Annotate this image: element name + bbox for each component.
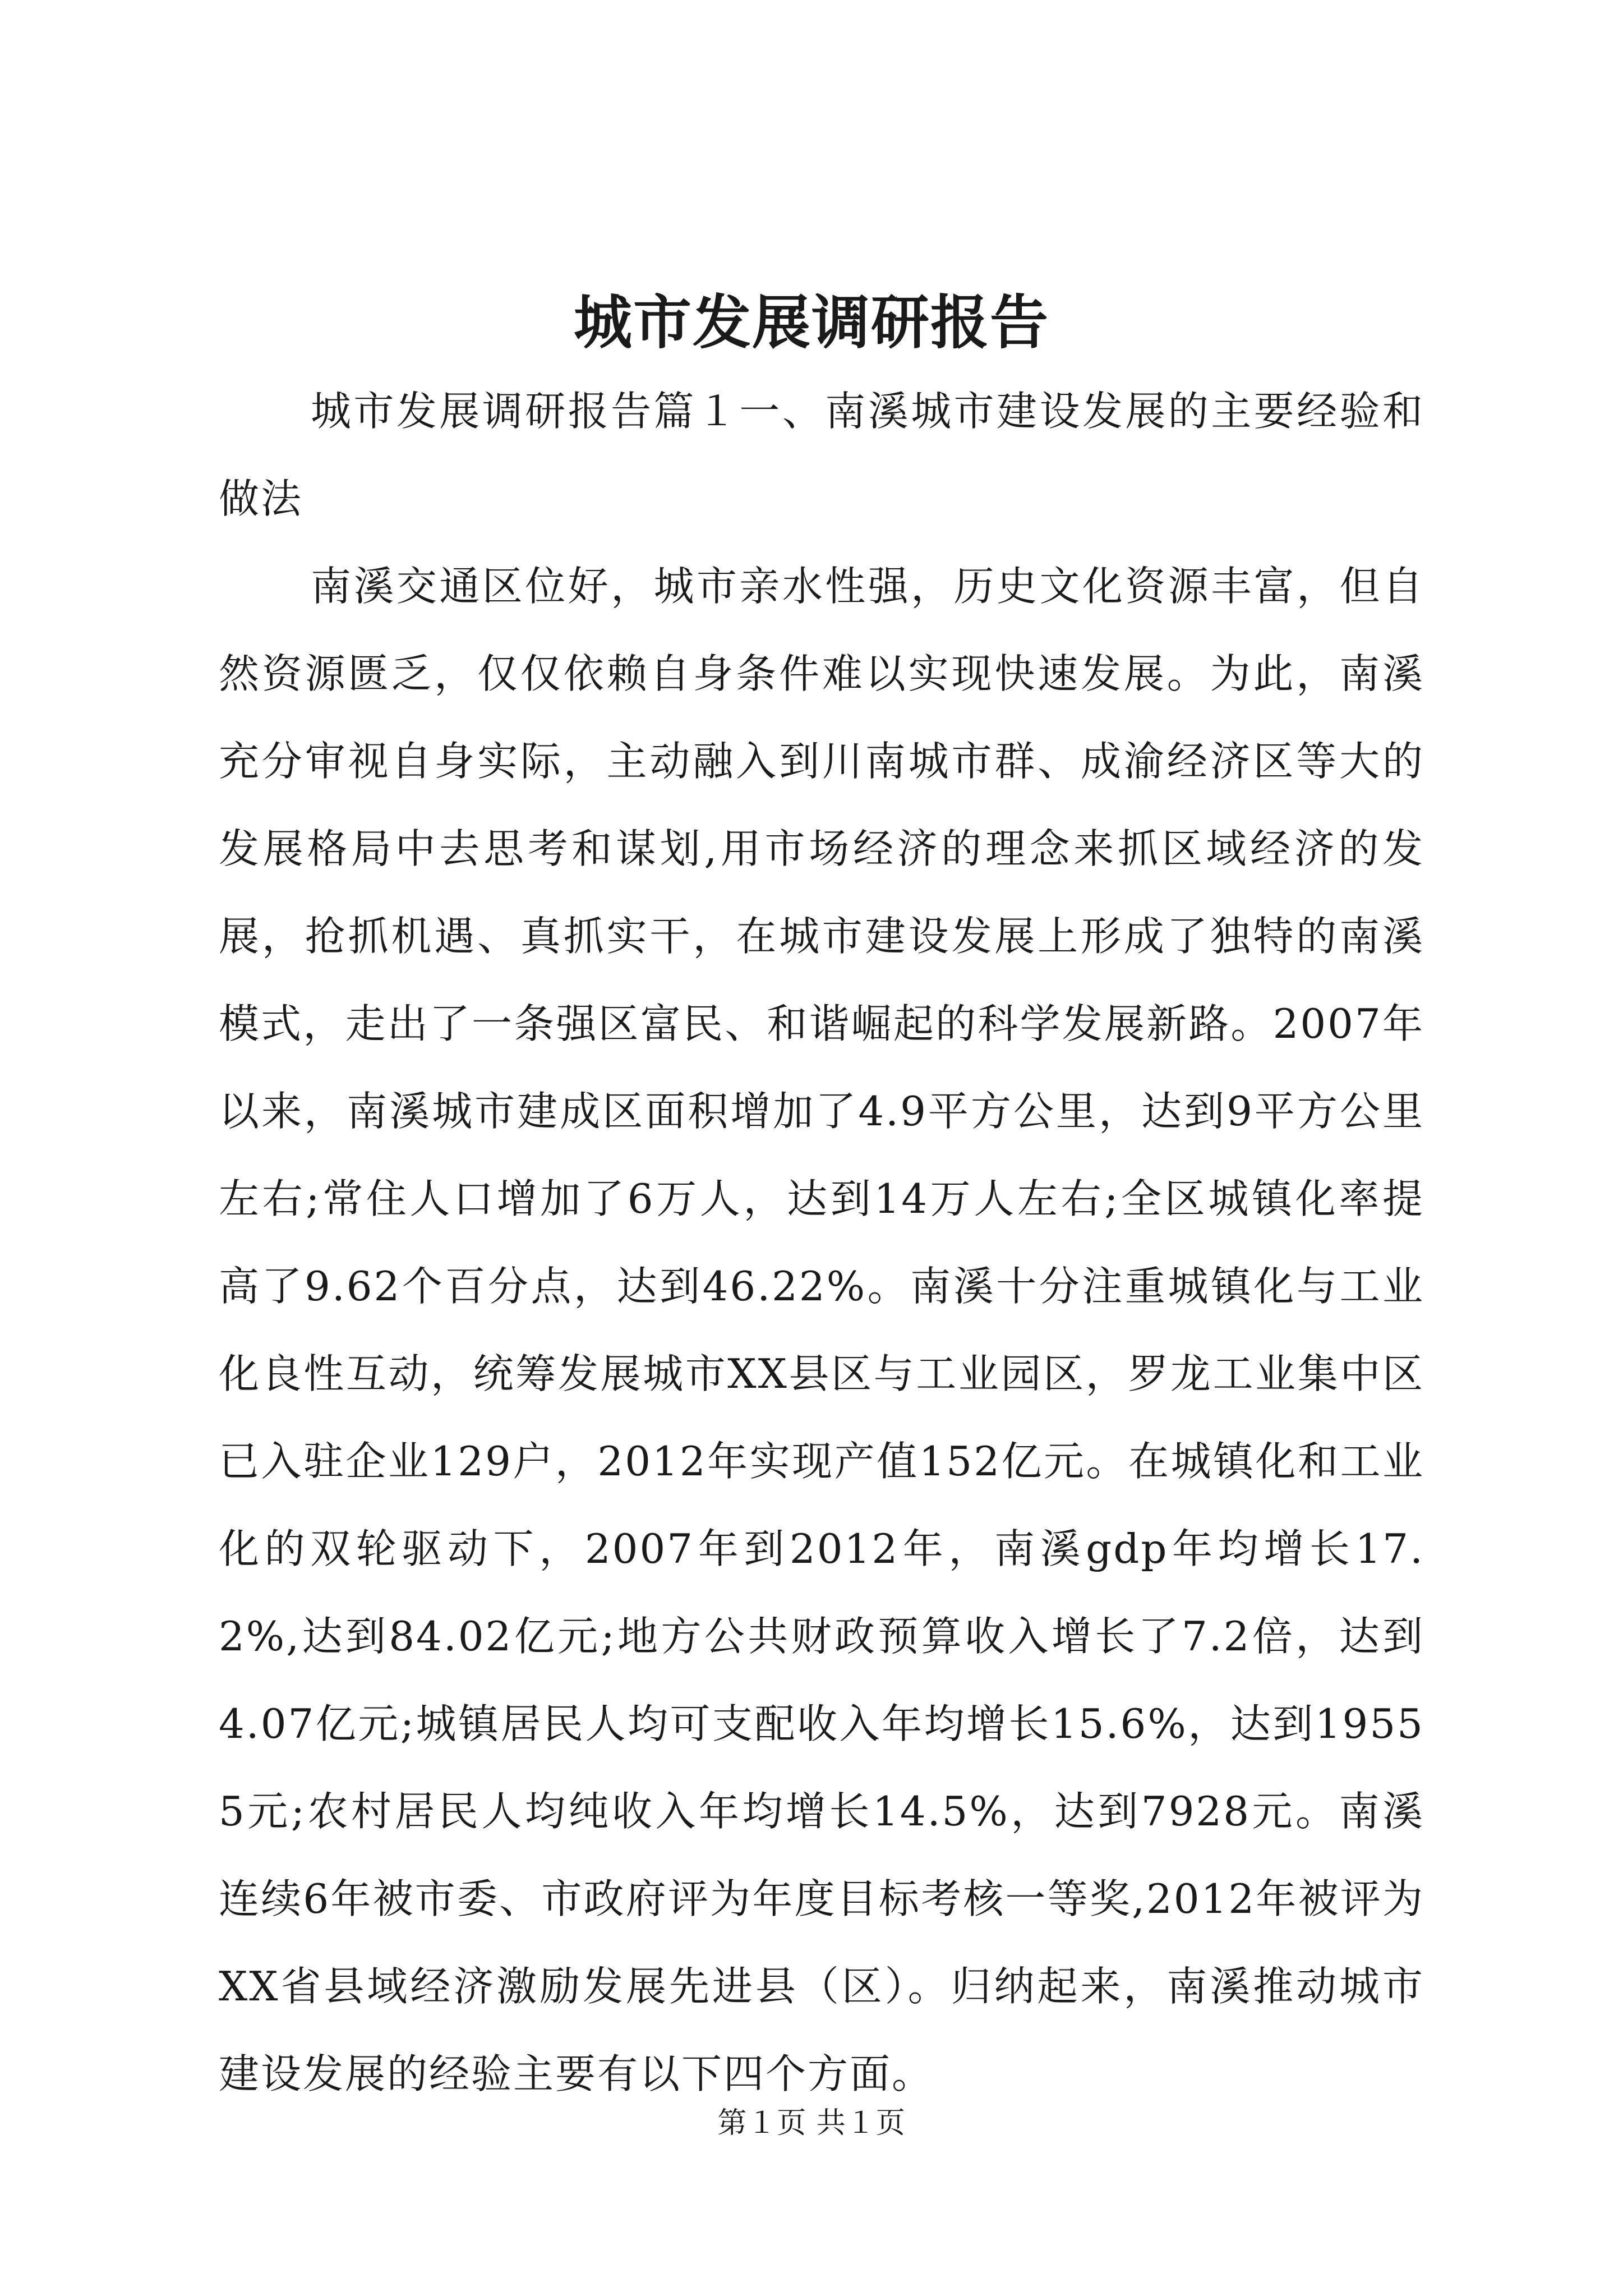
paragraph-body: 南溪交通区位好，城市亲水性强，历史文化资源丰富，但自然资源匮乏，仅仅依赖自身条件难以实现快速发展。为此，南溪充分审视自身实际，主动融入到川南城市群、成渝经济区等大的发展格局中去思考和谋划,用市场经济的理念来抓区域经济的发展，抢抓机遇、真抓实干，在城市建设发展上形成了独特的南溪模式，走出了一条强区富民、和谐崛起的科学发展新路。2007年以来，南溪城市建成区面积增加了4.9平方公里，达到9平方公里左右;常住人口增加了6万人，达到14万人左右;全区城镇化率提高了9.62个百分点，达到46.22%。南溪十分注重城镇化与工业化良性互动，统筹发展城市XX县区与工业园区，罗龙工业集中区已入驻企业129户，2012年实现产值152亿元。在城镇化和工业化的双轮驱动下，2007年到2012年，南溪gdp年均增长17.2%,达到84.02亿元;地方公共财政预算收入增长了7.2倍，达到4.07亿元;城镇居民人均可支配收入年均增长15.6%，达到19555元;农村居民人均纯收入年均增长14.5%，达到7928元。南溪连续6年被市委、市政府评为年度目标考核一等奖,2012年被评为XX省县域经济激励发展先进县（区）。归纳起来，南溪推动城市建设发展的经验主要有以下四个方面。	[219, 563, 1424, 2097]
paragraph-heading: 城市发展调研报告篇１一、南溪城市建设发展的主要经验和做法	[219, 388, 1424, 522]
document-title: 城市发展调研报告	[573, 288, 1049, 357]
page-footer: 第１页 共１页	[717, 2106, 906, 2140]
document-body	[219, 367, 1424, 2118]
